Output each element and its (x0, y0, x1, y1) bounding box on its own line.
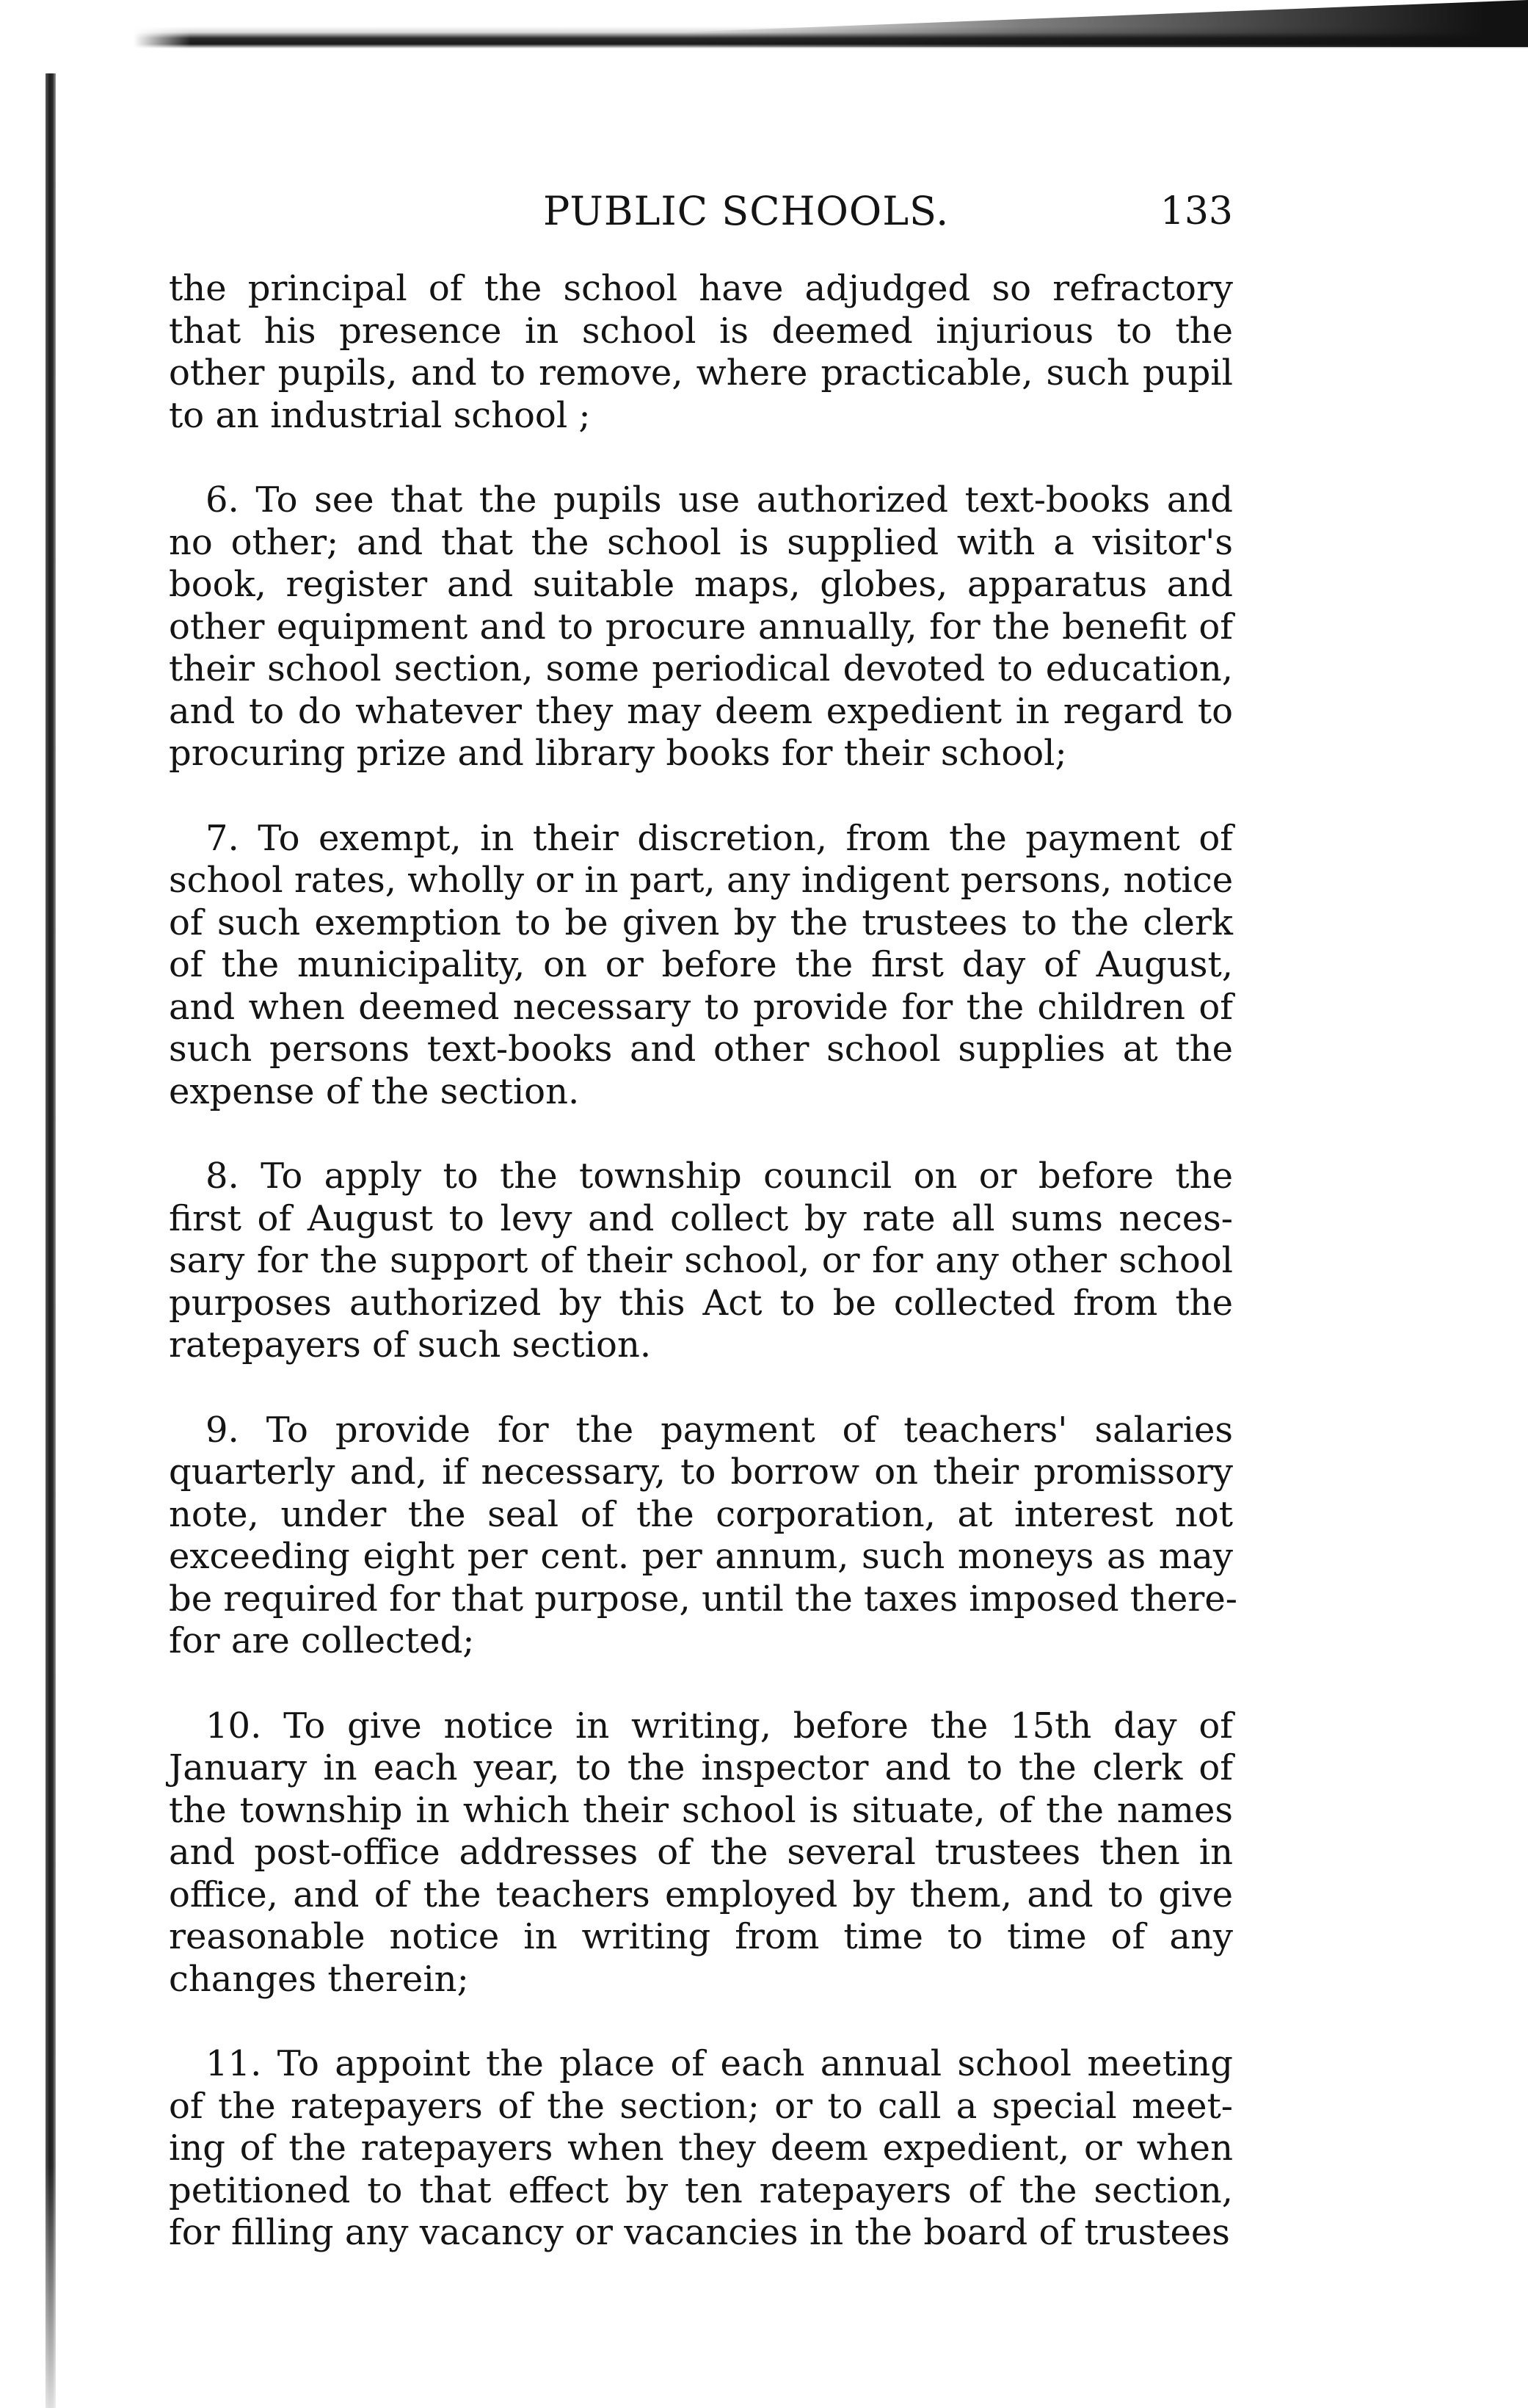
text-line: and post-office addresses of the several trustees then in (169, 1832, 1233, 1873)
text-line: purposes authorized by this Act to be collected from the (169, 1282, 1233, 1324)
text-line: January in each year, to the inspector and to the clerk of (169, 1747, 1233, 1788)
text-line: expense of the section. (169, 1070, 580, 1112)
text-line: procuring prize and library books for their school; (169, 733, 1067, 774)
text-line: of the municipality, on or before the first day of August, (169, 944, 1233, 985)
text-line: 9. To provide for the payment of teachers' salaries (205, 1409, 1233, 1451)
text-line: changes therein; (169, 1958, 469, 2000)
text-line: no other; and that the school is supplied with a visitor's (169, 521, 1233, 563)
text-line: other equipment and to procure annually, for the benefit of (169, 606, 1233, 648)
paragraph-item-11 (169, 2043, 1233, 2255)
text-line: to an industrial school ; (169, 394, 591, 436)
text-line: the township in which their school is situate, of the names (169, 1789, 1233, 1831)
paragraph-item-6 (169, 479, 1233, 775)
text-line: be required for that purpose, until the taxes imposed there- (169, 1578, 1237, 1620)
text-line: ing of the ratepayers when they deem expedient, or when (169, 2128, 1233, 2169)
text-line: school rates, wholly or in part, any indigent persons, notice (169, 860, 1234, 901)
page-header (169, 182, 1233, 241)
text-line: for are collected; (169, 1620, 475, 1661)
text-line: ratepayers of such section. (169, 1324, 652, 1366)
scan-binding-edge-fade (44, 2166, 59, 2408)
page-body (169, 268, 1237, 2297)
text-line: 11. To appoint the place of each annual school meeting (205, 2043, 1233, 2084)
text-line: exceeding eight per cent. per annum, such moneys as may (169, 1536, 1233, 1577)
text-line: reasonable notice in writing from time to time of any (169, 1916, 1233, 1957)
paragraph-item-10 (169, 1705, 1233, 2001)
text-line: other pupils, and to remove, where practicable, such pupil (169, 352, 1233, 394)
text-line: petitioned to that effect by ten ratepayers of the section, (169, 2169, 1233, 2211)
text-line: their school section, some periodical devoted to education, (169, 648, 1233, 689)
text-line: 7. To exempt, in their discretion, from the payment of (205, 817, 1233, 859)
text-line: 8. To apply to the township council on or before the (205, 1156, 1233, 1197)
paragraph-item-9 (169, 1409, 1237, 1663)
text-line: office, and of the teachers employed by them, and to give (169, 1874, 1233, 1915)
paragraph-cont (169, 268, 1233, 437)
text-line: and when deemed necessary to provide for the children of (169, 986, 1233, 1028)
text-line: of the ratepayers of the section; or to call a special meet- (169, 2085, 1233, 2127)
page-number: 133 (1160, 189, 1233, 233)
text-line: that his presence in school is deemed injurious to the (169, 310, 1233, 352)
text-line: 6. To see that the pupils use authorized text-books and (205, 479, 1233, 521)
text-line: sary for the support of their school, or for any other school (169, 1240, 1233, 1281)
text-line: 10. To give notice in writing, before the 15th day of (205, 1705, 1233, 1747)
text-line: first of August to levy and collect by rate all sums neces- (169, 1197, 1233, 1239)
scan-top-edge-fade (0, 0, 191, 51)
paragraph-item-8 (169, 1156, 1233, 1367)
text-line: note, under the seal of the corporation, at interest not (169, 1493, 1233, 1535)
scan-binding-edge (46, 73, 56, 2408)
paragraph-item-7 (169, 818, 1233, 1114)
text-line: and to do whatever they may deem expedient in regard to (169, 690, 1233, 732)
text-line: for filling any vacancy or vacancies in the board of trustees (169, 2212, 1230, 2253)
text-line: such persons text-books and other school supplies at the (169, 1029, 1233, 1070)
text-line: of such exemption to be given by the trustees to the clerk (169, 902, 1233, 943)
text-line: quarterly and, if necessary, to borrow on their promissory (169, 1451, 1233, 1493)
text-line: the principal of the school have adjudged so refractory (169, 268, 1233, 309)
text-line: book, register and suitable maps, globes, apparatus and (169, 564, 1233, 605)
running-head: PUBLIC SCHOOLS. (543, 188, 950, 234)
